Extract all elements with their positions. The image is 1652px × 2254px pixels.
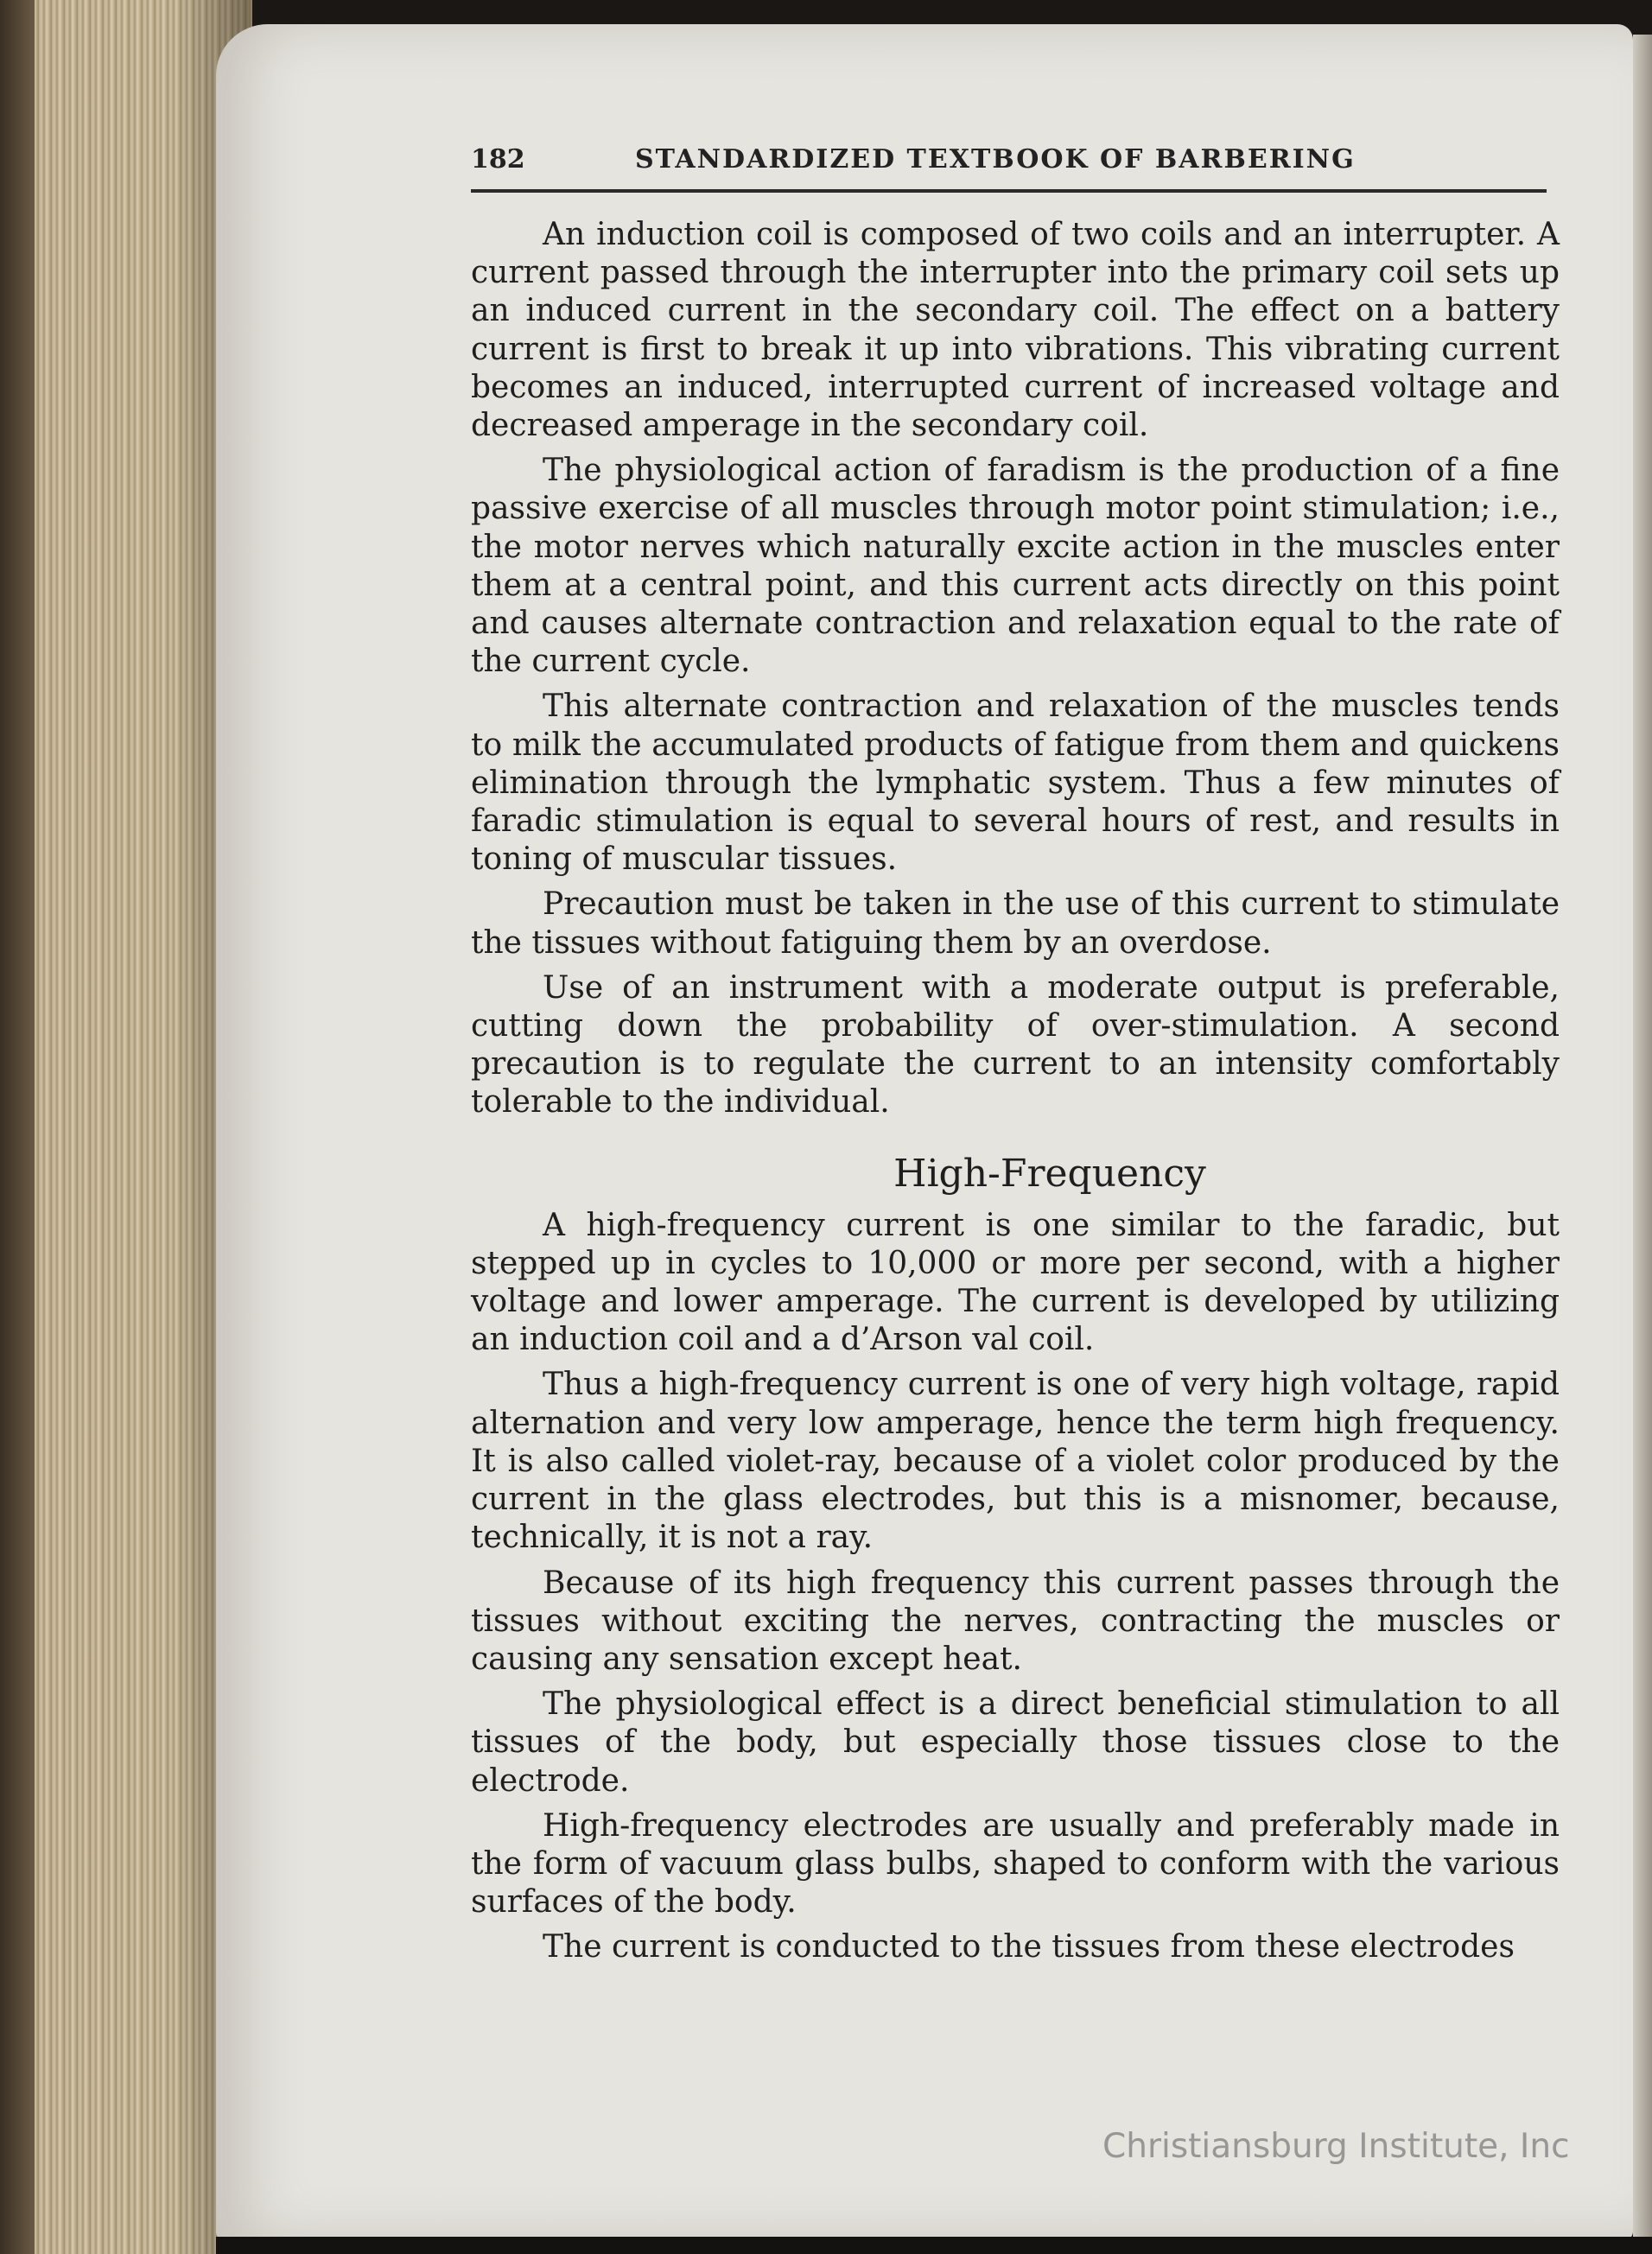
paragraph: High-frequency electrodes are usually and preferably made in the form of vacuum glass bulbs, shaped to conform with the various surfaces of the body.: [471, 1807, 1560, 1921]
section-heading: High-Frequency: [893, 1151, 1206, 1196]
paragraph: A high-frequency current is one similar to the faradic, but stepped up in cycles to 10,000 or more per second, with a higher voltage and lower amperage. The current is developed by utilizing an induction coil and a d’Arson val coil.: [471, 1207, 1560, 1358]
paragraph: This alternate contraction and relaxation of the muscles tends to milk the accumulated products of fatigue from them and quickens elimination through the lymphatic system. Thus a few minutes of faradic stimulation is equal to several hours of rest, and results in toning of muscular tissues.: [471, 689, 1560, 878]
page-header: [471, 143, 1547, 193]
paragraph: Precaution must be taken in the use of this current to stimulate the tissues without fatiguing them by an overdose.: [471, 886, 1560, 961]
paragraph: The physiological action of faradism is the production of a fine passive exercise of all muscles through motor point stimulation; i.e., the motor nerves which naturally excite action in the muscles enter them at a central point, and this current acts directly on this point and causes alternate contraction and relaxation equal to the rate of the current cycle.: [471, 453, 1560, 680]
paragraph: Because of its high frequency this current passes through the tissues without exciting the nerves, contracting the muscles or causing any sensation except heat.: [471, 1565, 1560, 1677]
paragraph: Thus a high-frequency current is one of very high voltage, rapid alternation and very low amperage, hence the term high frequency. It is also called violet-ray, because of a violet color produced by the current in the glass electrodes, but this is a misnomer, because, technically, it is not a ray.: [471, 1367, 1560, 1556]
watermark: Christiansburg Institute, Inc: [1102, 2127, 1570, 2166]
book-page-edges: [0, 0, 252, 2254]
page-number: 182: [471, 144, 525, 175]
paragraph: Use of an instrument with a moderate output is preferable, cutting down the probability of over-stimulation. A second precaution is to regulate the current to an intensity comfortably tolerable to the individual.: [471, 969, 1560, 1121]
page-body: [471, 216, 1560, 1974]
paragraph: An induction coil is composed of two coils and an interrupter. A current passed through the interrupter into the primary coil sets up an induced current in the secondary coil. The effect on a battery current is first to break it up into vibrations. This vibrating current becomes an induced, interrupted current of increased voltage and decreased amperage in the secondary coil.: [471, 217, 1560, 444]
bottom-shadow: [216, 2237, 1652, 2254]
paragraph: The physiological effect is a direct beneficial stimulation to all tissues of the body, but especially those tissues close to the electrode.: [471, 1686, 1560, 1799]
running-title: STANDARDIZED TEXTBOOK OF BARBERING: [635, 144, 1356, 175]
book-right-edge: [1633, 35, 1652, 2246]
paragraph: The current is conducted to the tissues from these electrodes: [543, 1929, 1515, 1965]
